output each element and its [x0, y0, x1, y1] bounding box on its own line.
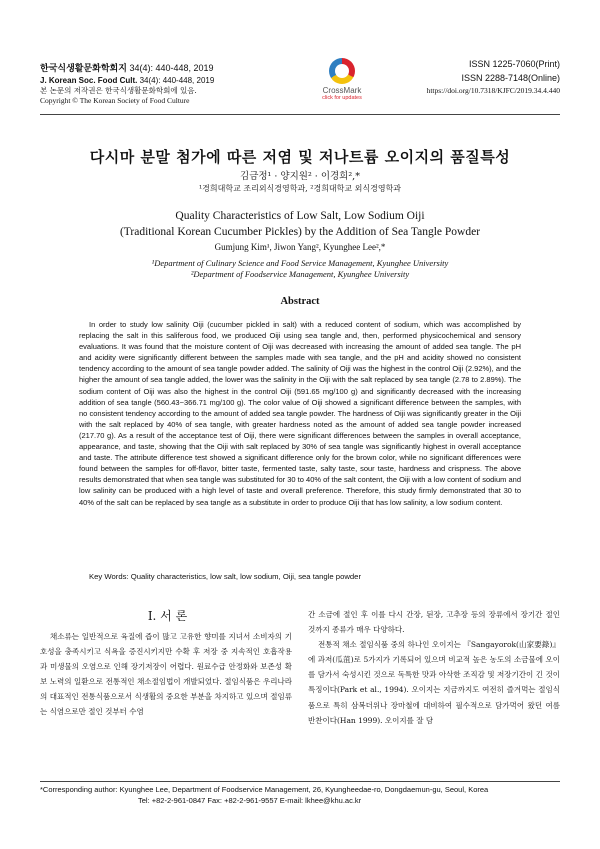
- body-column-right: [308, 607, 560, 728]
- authors-en: Gumjung Kim¹, Jiwon Yang², Kyunghee Lee²,*: [214, 242, 386, 252]
- header-divider: [40, 114, 560, 115]
- body-column-left: [40, 629, 292, 720]
- crossmark-sublabel: click for updates: [322, 95, 362, 101]
- footer-divider: [40, 781, 560, 782]
- crossmark-badge[interactable]: [318, 58, 366, 101]
- body-paragraph: 간 소금에 절인 후 이를 다시 간장, 된장, 고추장 등의 장류에서 장기간 절인 것까지 종류가 매우 다양하다.: [308, 610, 560, 635]
- affiliation-kr: ¹경희대학교 조리외식경영학과, ²경희대학교 외식경영학과: [198, 184, 402, 193]
- affiliation-en-2: ²Department of Foodservice Management, Kyunghee University: [190, 269, 410, 279]
- issn-online: ISSN 2288-7148(Online): [461, 73, 560, 83]
- contact-info: Tel: +82-2-961-0847 Fax: +82-2-961-9557 E-mail: lkhee@khu.ac.kr: [138, 796, 362, 805]
- issn-print: ISSN 1225-7060(Print): [468, 59, 560, 69]
- journal-header: [40, 63, 280, 106]
- journal-name-en: J. Korean Soc. Food Cult. 34(4): 440-448, 2019: [40, 76, 215, 85]
- body-paragraph: 채소류는 일반적으로 육질에 즙이 많고 고유한 향미를 지녀서 소비자의 기호성을 충족시키고 식욕을 증진시키지만 수확 후 저장 중 지속적인 호흡작용과 미생물의 오염으로 인해 장기저장이 어렵다. 원료수급 안정화와 보존성 확보 노력의 일환으로 전통적인 채소절임법이 개발되었다. 절임식품은 우리나라의 대표적인 전통식품으로서 식생활의 중요한 부분을 차지하고 있으며 절임류는 식염으로만 절인 것부터 수염: [40, 632, 292, 717]
- title-en-line1: Quality Characteristics of Low Salt, Low Sodium Oiji: [175, 210, 425, 222]
- journal-name-kr: 한국식생활문화학회지 34(4): 440-448, 2019: [40, 63, 214, 74]
- copyright-en: Copyright © The Korean Society of Food Culture: [40, 96, 190, 105]
- crossmark-label: CrossMark: [322, 86, 362, 95]
- authors-kr: 김금정¹ · 양지원² · 이경희²,*: [240, 171, 360, 182]
- doi-link[interactable]: https://doi.org/10.7318/KJFC/2019.34.4.440: [426, 86, 560, 95]
- title-kr: 다시마 분말 첨가에 따른 저염 및 저나트륨 오이지의 품질특성: [89, 148, 511, 166]
- keywords: Key Words: Quality characteristics, low salt, low sodium, Oiji, sea tangle powder: [89, 572, 362, 581]
- corresponding-author: *Corresponding author: Kyunghee Lee, Department of Foodservice Management, 26, Kyungheedae-ro, Dongdaemun-gu, Seoul, Korea: [40, 785, 489, 794]
- footer: [40, 784, 560, 806]
- crossmark-icon: [329, 58, 355, 84]
- title-en: [40, 208, 560, 240]
- issn-block: [427, 57, 560, 97]
- section-title: I. 서 론: [147, 609, 188, 623]
- abstract-body: In order to study low salinity Oiji (cucumber pickled in salt) with a reduced content of sodium, which was accomplished by replacing the salt in this saliferous food, we produced Oiji using sea tangle and, then, performed physicochemical and sensory evaluations. It was found that the moisture content of Oiji was decreased with increasing the amount of added sea tangle. The pH and acidity were significantly different between the samples made with sea tangle, and the pH and acidity showed no consistent tendency according to the amount of sea tangle powder added. The salinity of Oiji was the highest in the control Oiji (2.92%), and the higher the amount of sea tangle added, the lower was the salinity in the Oiji with the salt replaced by sea tangle (2.78 to 2.89%). The sodium content of Oiji was also the highest in the control Oiji (591.65 mg/100 g) and significantly decreased with the increasing addition of sea tangle (560.43~366.71 mg/100 g). The color value of Oiji showed a significant difference between the samples, with no consistent tendency according to the amount of added sea tangle powder. The hardness of Oiji was significantly greater in the Oiji with the salt replaced by 40% of sea tangle, with greater hardness noted as the amount of added sea tangle powder increased (217.70 g). As a result of the acceptance test of Oiji, there were significant differences between the samples in overall acceptance, appearance, and taste, showing that the Oiji with salt replaced by 30% of sea tangle was significantly highest in overall acceptance and taste. The attribute difference test showed a significant difference only for the brown color, while no significant differences were found between the samples for off-flavor, bitter taste, fermented taste, salty taste, sour taste, hardness and crispness. The above results demonstrated that when sea tangle was substituted for 30 to 40% of the salt content, the Oiji with a low content of sodium and low salinity can be produced with a high level of taste and overall preference. Therefore, this study firmly demonstrated that 30 to 40% of the salt can be replaced by sea tangle as a substitute in order to produce Oiji that has low salinity, a low sodium content.: [79, 320, 521, 507]
- copyright-kr: 본 논문의 저작권은 한국식생활문화학회에 있음.: [40, 86, 197, 95]
- abstract-heading: Abstract: [280, 296, 320, 307]
- body-paragraph: 전통적 채소 절임식품 중의 하나인 오이지는 『Sangayorok(山家要錄)』에 과저(瓜菹)로 5가지가 기록되어 있으며 비교적 높은 농도의 소금물에 오이를 담가서 숙성시킨 것으로 독특한 맛과 아삭한 조직감 및 저장기간이 긴 것이 특징이다(Park et al., 1994). 오이지는 지금까지도 여전히 즐겨먹는 절임식품으로 특히 삼복더위나 장마철에 대비하여 필수적으로 담가먹어 왔던 여름 반찬이다(Han 1999). 오이지를 잘 담: [308, 640, 560, 725]
- affiliation-en: [40, 258, 560, 280]
- affiliation-en-1: ¹Department of Culinary Science and Food Service Management, Kyunghee University: [151, 258, 449, 268]
- title-en-line2: (Traditional Korean Cucumber Pickles) by the Addition of Sea Tangle Powder: [119, 226, 481, 238]
